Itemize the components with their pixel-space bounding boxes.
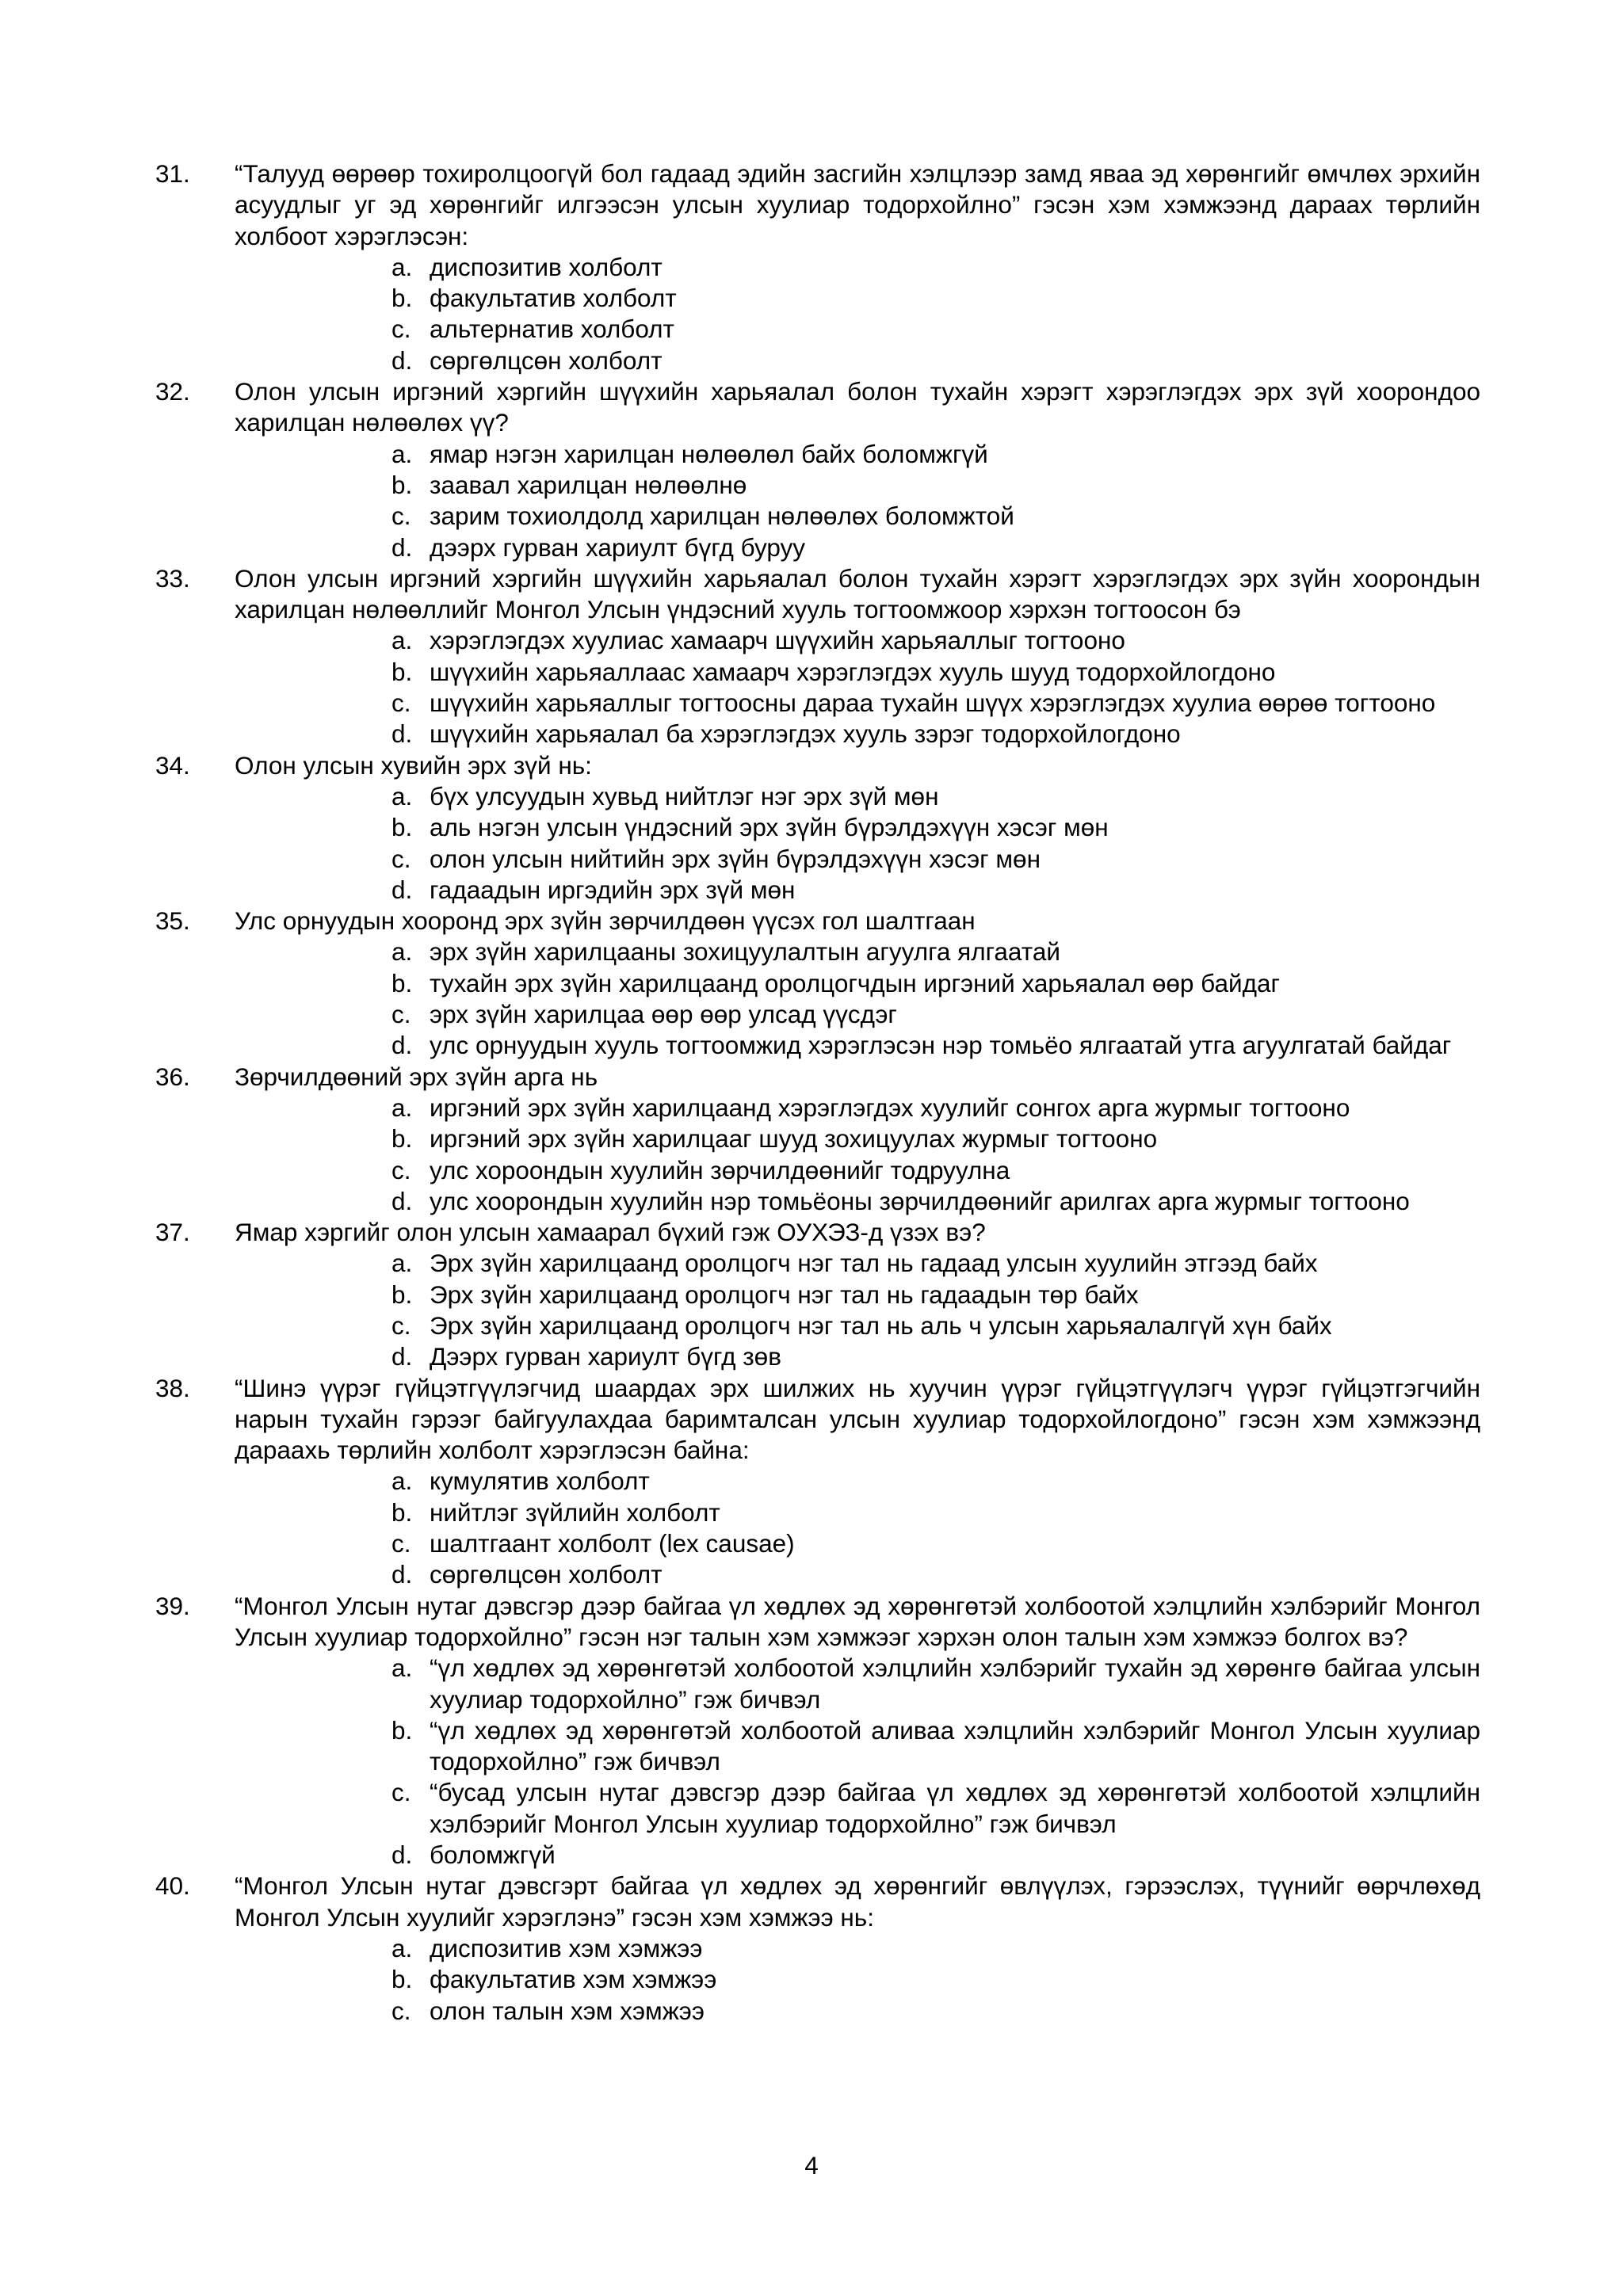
option-letter: a. [391,439,413,468]
option-text: зарим тохиолдолд харилцан нөлөөлөх боломжтой [430,502,1014,531]
option-letter: b. [391,1280,413,1309]
option-letter: d. [391,719,413,749]
option-text: тухайн эрх зүйн харилцаанд оролцогчдын иргэний харьяалал өөр байдаг [430,968,1280,997]
option-letter: c. [391,315,411,344]
option-letter: a. [391,1653,413,1683]
question-36 [155,1062,1480,1217]
option-letter: d. [391,1840,413,1870]
option-text: боломжгүй [430,1840,556,1870]
question-number: 38. [155,1373,190,1402]
question-number: 34. [155,750,190,780]
question-number: 35. [155,906,190,936]
option-letter: c. [391,1155,411,1184]
option-text: Эрх зүйн харилцаанд оролцогч нэг тал нь аль ч улсын харьяалалгүй хүн байх [430,1310,1332,1340]
option-text: факультатив холболт [430,284,677,313]
option-text: гадаадын иргэдийн эрх зүй мөн [430,875,796,904]
option-text: Эрх зүйн харилцаанд оролцогч нэг тал нь гадаадын төр байх [430,1280,1139,1309]
option-list [235,625,1480,749]
question-33 [155,563,1480,750]
option-b [235,283,1480,314]
option-letter: c. [391,1000,411,1029]
option-a [235,1466,1480,1497]
option-letter: b. [391,470,413,499]
option-letter: d. [391,1560,413,1589]
option-text: Дээрх гурван хариулт бүгд зөв [430,1342,781,1371]
option-c [235,688,1480,719]
option-letter: b. [391,1965,413,1994]
option-list [235,252,1480,376]
option-letter: d. [391,345,413,375]
option-letter: c. [391,1778,411,1807]
option-letter: d. [391,1031,413,1060]
option-list [235,1466,1480,1590]
option-c [235,314,1480,345]
option-text: диспозитив холболт [430,252,663,281]
option-letter: c. [391,1310,411,1340]
option-text: кумулятив холболт [430,1466,650,1496]
option-letter: a. [391,1093,413,1122]
question-text: “Монгол Улсын нутаг дэвсгэрт байгаа үл хөдлөх эд хөрөнгийг өвлүүлэх, гэрээслэх, түүнийг өөрчлөхөд Монгол Улсын хуулийг хэрэглэнэ” гэсэн хэм хэмжээ нь: [235,1871,1480,1932]
option-text: сөргөлцсөн холболт [430,1560,663,1589]
option-a [235,625,1480,656]
option-text: улс хороондын хуулийн зөрчилдөөнийг тодруулна [430,1155,1010,1184]
option-a [235,1248,1480,1279]
option-text: нийтлэг зүйлийн холболт [430,1497,720,1527]
option-c [235,1777,1480,1840]
question-number: 31. [155,159,190,188]
option-letter: b. [391,813,413,842]
option-a [235,1653,1480,1715]
option-list [235,1248,1480,1372]
option-c [235,999,1480,1030]
option-b [235,812,1480,843]
option-text: “бусад улсын нутаг дэвсгэр дээр байгаа үл хөдлөх эд хөрөнгөтэй холбоотой хэлцлийн хэлбэрийг Монгол Улсын хуулиар тодорхойлно” гэж бичвэл [430,1778,1480,1838]
option-letter: d. [391,1186,413,1215]
option-text: дээрх гурван хариулт бүгд буруу [430,532,806,562]
option-d [235,1840,1480,1871]
question-number: 36. [155,1062,190,1091]
option-d [235,1559,1480,1590]
option-text: шүүхийн харьяаллыг тогтоосны дараа тухайн шүүх хэрэглэгдэх хуулиа өөрөө тогтооно [430,688,1436,718]
question-40 [155,1871,1480,2026]
page-number: 4 [804,2151,819,2180]
question-39 [155,1591,1480,1871]
option-text: эрх зүйн харилцааны зохицуулалтын агуулга ялгаатай [430,937,1060,967]
option-list [235,1653,1480,1871]
option-text: шалтгаант холболт (lex causae) [430,1529,795,1558]
question-text: “Талууд өөрөөр тохиролцоогүй бол гадаад эдийн засгийн хэлцлээр замд яваа эд хөрөнгийг өмчлөх эрхийн асуудлыг уг эд хөрөнгийг илгээсэн улсын хуулиар тодорхойлно” гэсэн хэм хэмжээнд дараах төрлийн холбоот хэрэглэсэн: [235,159,1480,250]
option-b [235,657,1480,688]
option-letter: a. [391,1933,413,1962]
option-text: аль нэгэн улсын үндэсний эрх зүйн бүрэлдэхүүн хэсэг мөн [430,813,1109,842]
option-text: диспозитив хэм хэмжээ [430,1933,703,1962]
option-a [235,439,1480,470]
question-text: Олон улсын иргэний хэргийн шүүхийн харьяалал болон тухайн хэрэгт хэрэглэгдэх эрх зүйн хоорондын харилцан нөлөөллийг Монгол Улсын үндэсний хууль тогтоомжоор хэрхэн тогтоосон бэ [235,563,1480,624]
option-letter: c. [391,688,411,718]
option-letter: c. [391,1996,411,2025]
option-text: ямар нэгэн харилцан нөлөөлөл байх боломжгүй [430,439,988,468]
option-list [235,439,1480,563]
option-letter: a. [391,626,413,655]
option-letter: b. [391,968,413,997]
option-letter: a. [391,937,413,967]
option-b [235,1715,1480,1778]
option-list [235,1093,1480,1217]
option-a [235,1933,1480,1964]
option-a [235,781,1480,812]
option-letter: d. [391,532,413,562]
option-c [235,1996,1480,2027]
option-b [235,968,1480,999]
option-letter: c. [391,844,411,873]
option-a [235,1093,1480,1123]
question-number: 32. [155,377,190,406]
question-38 [155,1373,1480,1591]
option-list [235,781,1480,906]
question-number: 33. [155,563,190,593]
option-a [235,252,1480,283]
option-text: эрх зүйн харилцаа өөр өөр улсад үүсдэг [430,1000,897,1029]
option-text: улс орнуудын хууль тогтоомжид хэрэглэсэн нэр томьёо ялгаатай утга агуулгатай байдаг [430,1031,1452,1060]
question-number: 39. [155,1591,190,1620]
option-text: факультатив хэм хэмжээ [430,1965,717,1994]
option-a [235,936,1480,967]
option-c [235,501,1480,532]
option-text: улс хоорондын хуулийн нэр томьёоны зөрчилдөөнийг арилгах арга журмыг тогтооно [430,1186,1410,1215]
option-text: шүүхийн харьяалал ба хэрэглэгдэх хууль зэрэг тодорхойлогдоно [430,719,1181,749]
option-c [235,1155,1480,1186]
question-text: “Монгол Улсын нутаг дэвсгэр дээр байгаа үл хөдлөх эд хөрөнгөтэй холбоотой хэлцлийн хэлбэрийг Монгол Улсын хуулиар тодорхойлно” гэсэн нэг талын хэм хэмжээг хэрхэн олон талын хэм хэмжээ болгох вэ? [235,1591,1480,1651]
question-text: Ямар хэргийг олон улсын хамаарал бүхий гэж ОУХЭЗ-д үзэх вэ? [235,1218,986,1247]
option-c [235,844,1480,875]
option-letter: a. [391,781,413,810]
question-list [155,158,1480,2027]
option-c [235,1528,1480,1559]
option-text: заавал харилцан нөлөөлнө [430,470,747,499]
question-31 [155,158,1480,376]
option-d [235,345,1480,376]
question-text: Олон улсын хувийн эрх зүй нь: [235,750,592,780]
option-text: бүх улсуудын хувьд нийтлэг нэг эрх зүй мөн [430,781,939,810]
option-d [235,1030,1480,1061]
option-d [235,875,1480,906]
option-text: альтернатив холболт [430,315,674,344]
option-b [235,1123,1480,1154]
option-letter: b. [391,1497,413,1527]
option-letter: a. [391,1466,413,1496]
option-b [235,1964,1480,1995]
question-number: 40. [155,1871,190,1901]
option-text: иргэний эрх зүйн харилцаанд хэрэглэгдэх хуулийг сонгох арга журмыг тогтооно [430,1093,1350,1122]
option-letter: c. [391,1529,411,1558]
option-letter: d. [391,1342,413,1371]
option-b [235,470,1480,501]
question-34 [155,750,1480,906]
option-letter: b. [391,284,413,313]
option-d [235,719,1480,749]
option-text: сөргөлцсөн холболт [430,345,663,375]
question-number: 37. [155,1218,190,1247]
option-letter: a. [391,252,413,281]
option-c [235,1310,1480,1341]
option-letter: a. [391,1249,413,1278]
option-b [235,1280,1480,1310]
option-text: “үл хөдлөх эд хөрөнгөтэй холбоотой хэлцлийн хэлбэрийг тухайн эд хөрөнгө байгаа улсын хуулиар тодорхойлно” гэж бичвэл [430,1653,1480,1714]
option-letter: d. [391,875,413,904]
option-letter: b. [391,1124,413,1154]
option-text: шүүхийн харьяаллаас хамаарч хэрэглэгдэх хууль шууд тодорхойлогдоно [430,657,1276,686]
option-text: олон талын хэм хэмжээ [430,1996,705,2025]
option-d [235,532,1480,563]
option-text: Эрх зүйн харилцаанд оролцогч нэг тал нь гадаад улсын хуулийн этгээд байх [430,1249,1318,1278]
option-list [235,936,1480,1061]
option-b [235,1497,1480,1528]
question-32 [155,376,1480,563]
option-text: олон улсын нийтийн эрх зүйн бүрэлдэхүүн хэсэг мөн [430,844,1041,873]
option-text: хэрэглэгдэх хуулиас хамаарч шүүхийн харьяаллыг тогтооно [430,626,1125,655]
option-text: “үл хөдлөх эд хөрөнгөтэй холбоотой аливаа хэлцлийн хэлбэрийг Монгол Улсын хуулиар тодорхойлно” гэж бичвэл [430,1715,1480,1776]
option-letter: c. [391,502,411,531]
option-d [235,1186,1480,1217]
question-text: Зөрчилдөөний эрх зүйн арга нь [235,1062,598,1091]
option-letter: b. [391,1715,413,1745]
question-text: Олон улсын иргэний хэргийн шүүхийн харьяалал болон тухайн хэрэгт хэрэглэгдэх эрх зүй хоорондоо харилцан нөлөөлөх үү? [235,377,1480,437]
question-35 [155,906,1480,1061]
option-d [235,1341,1480,1372]
option-text: иргэний эрх зүйн харилцааг шууд зохицуулах журмыг тогтооно [430,1124,1158,1154]
question-37 [155,1217,1480,1372]
option-letter: b. [391,657,413,686]
option-list [235,1933,1480,2027]
question-text: Улс орнуудын хооронд эрх зүйн зөрчилдөөн үүсэх гол шалтгаан [235,906,976,936]
question-text: “Шинэ үүрэг гүйцэтгүүлэгчид шаардах эрх шилжих нь хуучин үүрэг гүйцэтгүүлэгч үүрэг гүйцэтгэгчийн нарын тухайн гэрээг байгуулахдаа баримталсан улсын хуулиар тодорхойлогдоно” гэсэн хэм хэмжээнд дараахь төрлийн холболт хэрэглэсэн байна: [235,1373,1480,1465]
